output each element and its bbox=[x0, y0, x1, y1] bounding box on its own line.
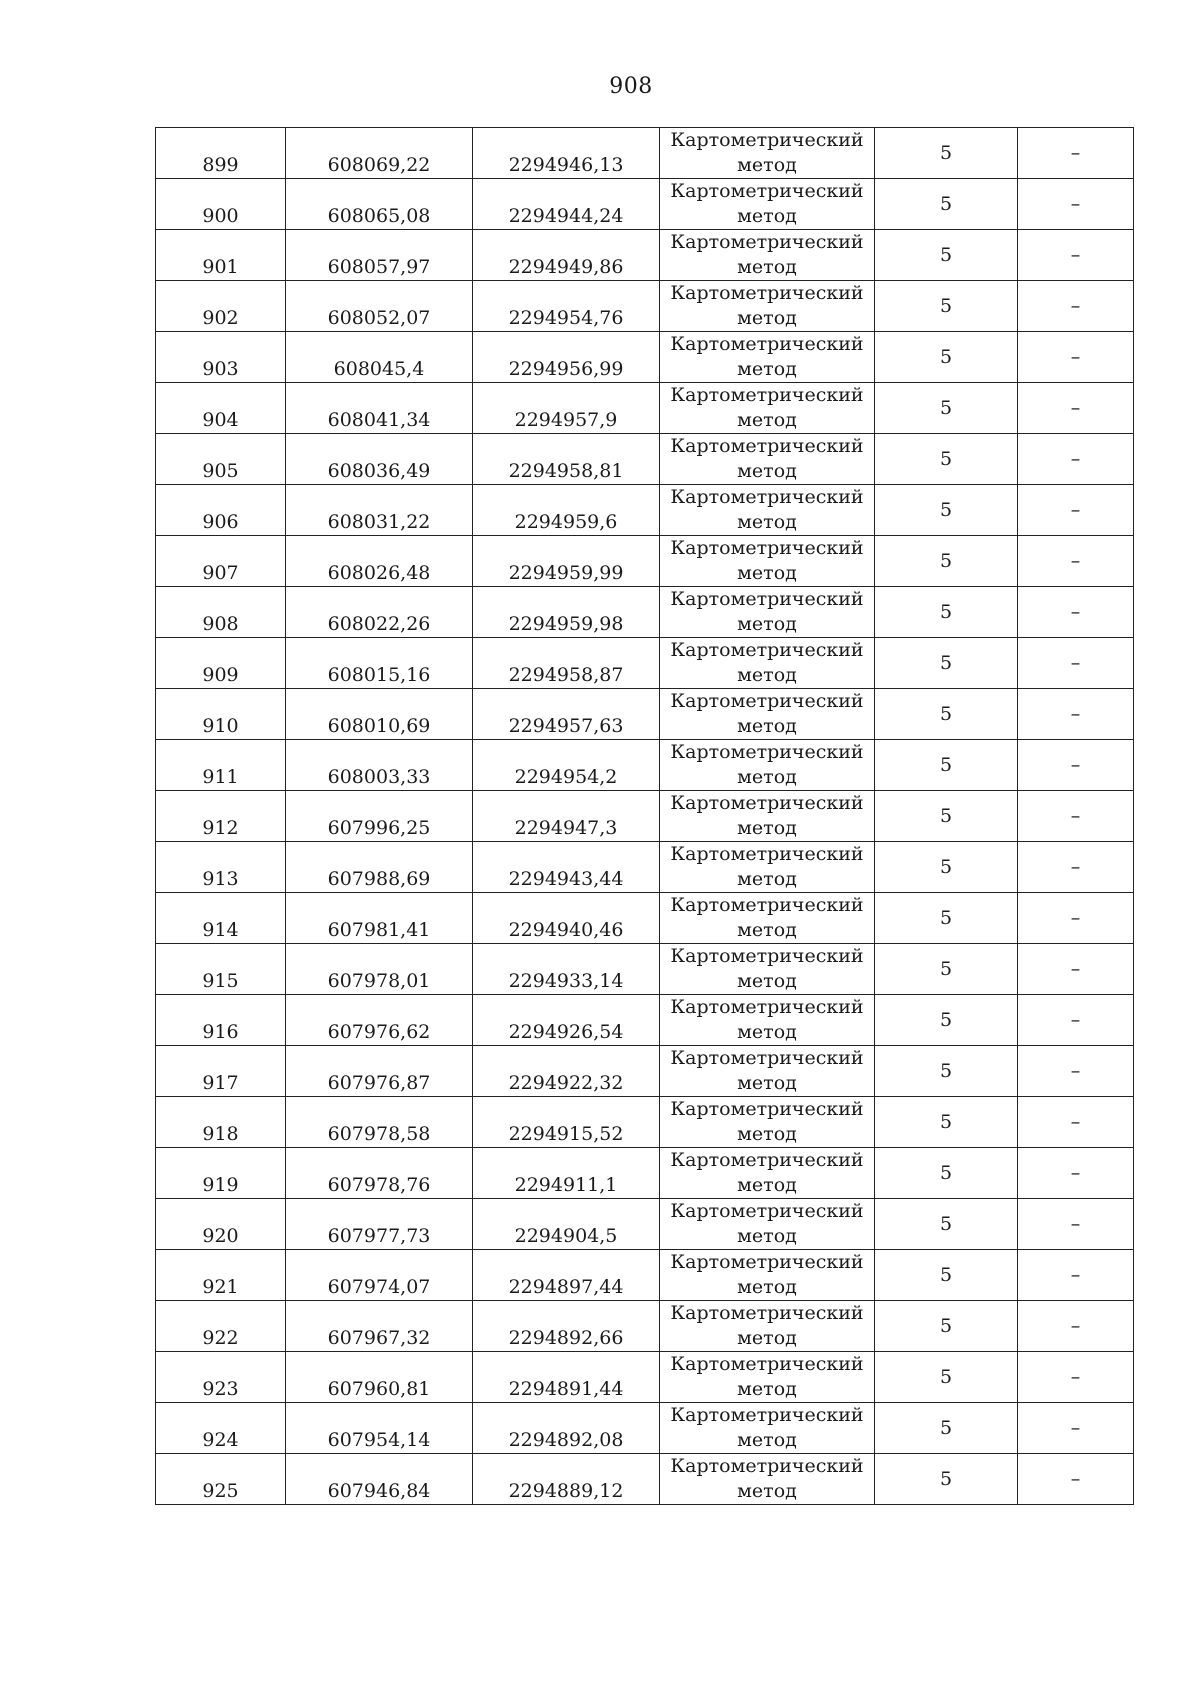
point-number-cell: 912 bbox=[156, 791, 286, 842]
point-number-cell: 915 bbox=[156, 944, 286, 995]
accuracy-cell: 5 bbox=[875, 1301, 1018, 1352]
y-coordinate-cell: 2294892,66 bbox=[473, 1301, 660, 1352]
method-cell bbox=[660, 383, 875, 434]
method-line-2: метод bbox=[737, 1072, 797, 1094]
point-number-cell: 906 bbox=[156, 485, 286, 536]
note-cell: – bbox=[1018, 638, 1134, 689]
note-cell: – bbox=[1018, 536, 1134, 587]
y-coordinate-cell: 2294959,98 bbox=[473, 587, 660, 638]
table-row bbox=[156, 383, 1134, 434]
method-cell bbox=[660, 1301, 875, 1352]
x-coordinate-cell: 608041,34 bbox=[286, 383, 473, 434]
method-line-2: метод bbox=[737, 1276, 797, 1298]
point-number-cell: 902 bbox=[156, 281, 286, 332]
table-row bbox=[156, 1454, 1134, 1505]
method-cell bbox=[660, 944, 875, 995]
accuracy-cell: 5 bbox=[875, 1046, 1018, 1097]
method-line-1: Картометрический bbox=[670, 1200, 864, 1222]
accuracy-cell: 5 bbox=[875, 1352, 1018, 1403]
method-line-2: метод bbox=[737, 409, 797, 431]
method-line-2: метод bbox=[737, 1225, 797, 1247]
method-line-2: метод bbox=[737, 766, 797, 788]
table-row bbox=[156, 842, 1134, 893]
method-line-2: метод bbox=[737, 1480, 797, 1502]
method-line-1: Картометрический bbox=[670, 1404, 864, 1426]
point-number-cell: 923 bbox=[156, 1352, 286, 1403]
page-number: 908 bbox=[609, 74, 653, 99]
table-row bbox=[156, 689, 1134, 740]
note-cell: – bbox=[1018, 689, 1134, 740]
note-cell: – bbox=[1018, 1148, 1134, 1199]
x-coordinate-cell: 608026,48 bbox=[286, 536, 473, 587]
y-coordinate-cell: 2294954,76 bbox=[473, 281, 660, 332]
method-line-2: метод bbox=[737, 511, 797, 533]
note-cell: – bbox=[1018, 1454, 1134, 1505]
accuracy-cell: 5 bbox=[875, 332, 1018, 383]
method-line-1: Картометрический bbox=[670, 945, 864, 967]
accuracy-cell: 5 bbox=[875, 179, 1018, 230]
y-coordinate-cell: 2294889,12 bbox=[473, 1454, 660, 1505]
method-cell bbox=[660, 791, 875, 842]
note-cell: – bbox=[1018, 791, 1134, 842]
x-coordinate-cell: 607967,32 bbox=[286, 1301, 473, 1352]
accuracy-cell: 5 bbox=[875, 995, 1018, 1046]
y-coordinate-cell: 2294954,2 bbox=[473, 740, 660, 791]
method-cell bbox=[660, 281, 875, 332]
note-cell: – bbox=[1018, 434, 1134, 485]
y-coordinate-cell: 2294891,44 bbox=[473, 1352, 660, 1403]
x-coordinate-cell: 607974,07 bbox=[286, 1250, 473, 1301]
x-coordinate-cell: 608031,22 bbox=[286, 485, 473, 536]
x-coordinate-cell: 608065,08 bbox=[286, 179, 473, 230]
method-cell bbox=[660, 1352, 875, 1403]
y-coordinate-cell: 2294904,5 bbox=[473, 1199, 660, 1250]
method-cell bbox=[660, 740, 875, 791]
method-line-1: Картометрический bbox=[670, 1353, 864, 1375]
x-coordinate-cell: 608010,69 bbox=[286, 689, 473, 740]
x-coordinate-cell: 607978,01 bbox=[286, 944, 473, 995]
note-cell: – bbox=[1018, 842, 1134, 893]
accuracy-cell: 5 bbox=[875, 485, 1018, 536]
table-row bbox=[156, 1046, 1134, 1097]
table-row bbox=[156, 179, 1134, 230]
note-cell: – bbox=[1018, 1250, 1134, 1301]
point-number-cell: 914 bbox=[156, 893, 286, 944]
method-cell bbox=[660, 128, 875, 179]
method-cell bbox=[660, 230, 875, 281]
accuracy-cell: 5 bbox=[875, 1403, 1018, 1454]
point-number-cell: 899 bbox=[156, 128, 286, 179]
method-line-1: Картометрический bbox=[670, 1149, 864, 1171]
method-line-2: метод bbox=[737, 715, 797, 737]
method-line-1: Картометрический bbox=[670, 690, 864, 712]
method-cell bbox=[660, 1097, 875, 1148]
x-coordinate-cell: 608052,07 bbox=[286, 281, 473, 332]
x-coordinate-cell: 608015,16 bbox=[286, 638, 473, 689]
note-cell: – bbox=[1018, 128, 1134, 179]
method-line-2: метод bbox=[737, 664, 797, 686]
method-cell bbox=[660, 995, 875, 1046]
method-line-1: Картометрический bbox=[670, 843, 864, 865]
method-cell bbox=[660, 638, 875, 689]
note-cell: – bbox=[1018, 485, 1134, 536]
note-cell: – bbox=[1018, 1352, 1134, 1403]
method-cell bbox=[660, 434, 875, 485]
method-line-1: Картометрический bbox=[670, 231, 864, 253]
x-coordinate-cell: 608022,26 bbox=[286, 587, 473, 638]
table-row bbox=[156, 1352, 1134, 1403]
coordinates-table bbox=[155, 127, 1134, 1505]
method-line-1: Картометрический bbox=[670, 1047, 864, 1069]
accuracy-cell: 5 bbox=[875, 944, 1018, 995]
method-line-1: Картометрический bbox=[670, 537, 864, 559]
note-cell: – bbox=[1018, 179, 1134, 230]
x-coordinate-cell: 607954,14 bbox=[286, 1403, 473, 1454]
method-line-2: метод bbox=[737, 970, 797, 992]
method-line-1: Картометрический bbox=[670, 996, 864, 1018]
method-cell bbox=[660, 1403, 875, 1454]
method-cell bbox=[660, 893, 875, 944]
point-number-cell: 905 bbox=[156, 434, 286, 485]
method-line-1: Картометрический bbox=[670, 282, 864, 304]
point-number-cell: 909 bbox=[156, 638, 286, 689]
y-coordinate-cell: 2294946,13 bbox=[473, 128, 660, 179]
accuracy-cell: 5 bbox=[875, 383, 1018, 434]
point-number-cell: 901 bbox=[156, 230, 286, 281]
note-cell: – bbox=[1018, 1403, 1134, 1454]
method-line-2: метод bbox=[737, 256, 797, 278]
note-cell: – bbox=[1018, 1046, 1134, 1097]
point-number-cell: 917 bbox=[156, 1046, 286, 1097]
accuracy-cell: 5 bbox=[875, 536, 1018, 587]
accuracy-cell: 5 bbox=[875, 281, 1018, 332]
method-line-1: Картометрический bbox=[670, 180, 864, 202]
method-line-2: метод bbox=[737, 1123, 797, 1145]
x-coordinate-cell: 608036,49 bbox=[286, 434, 473, 485]
point-number-cell: 913 bbox=[156, 842, 286, 893]
point-number-cell: 907 bbox=[156, 536, 286, 587]
note-cell: – bbox=[1018, 944, 1134, 995]
table-row bbox=[156, 587, 1134, 638]
method-cell bbox=[660, 1148, 875, 1199]
table-body bbox=[156, 128, 1134, 1505]
y-coordinate-cell: 2294897,44 bbox=[473, 1250, 660, 1301]
accuracy-cell: 5 bbox=[875, 791, 1018, 842]
method-line-1: Картометрический bbox=[670, 588, 864, 610]
table-row bbox=[156, 1199, 1134, 1250]
y-coordinate-cell: 2294892,08 bbox=[473, 1403, 660, 1454]
x-coordinate-cell: 607978,76 bbox=[286, 1148, 473, 1199]
method-cell bbox=[660, 587, 875, 638]
method-line-1: Картометрический bbox=[670, 1455, 864, 1477]
note-cell: – bbox=[1018, 1199, 1134, 1250]
table-row bbox=[156, 230, 1134, 281]
method-line-2: метод bbox=[737, 460, 797, 482]
note-cell: – bbox=[1018, 1301, 1134, 1352]
y-coordinate-cell: 2294922,32 bbox=[473, 1046, 660, 1097]
point-number-cell: 925 bbox=[156, 1454, 286, 1505]
method-line-2: метод bbox=[737, 1174, 797, 1196]
y-coordinate-cell: 2294959,99 bbox=[473, 536, 660, 587]
table-row bbox=[156, 332, 1134, 383]
accuracy-cell: 5 bbox=[875, 1097, 1018, 1148]
table-row bbox=[156, 281, 1134, 332]
x-coordinate-cell: 607977,73 bbox=[286, 1199, 473, 1250]
x-coordinate-cell: 607976,62 bbox=[286, 995, 473, 1046]
method-cell bbox=[660, 689, 875, 740]
accuracy-cell: 5 bbox=[875, 1199, 1018, 1250]
note-cell: – bbox=[1018, 383, 1134, 434]
table-row bbox=[156, 128, 1134, 179]
table-row bbox=[156, 740, 1134, 791]
method-line-2: метод bbox=[737, 919, 797, 941]
x-coordinate-cell: 607978,58 bbox=[286, 1097, 473, 1148]
accuracy-cell: 5 bbox=[875, 638, 1018, 689]
point-number-cell: 916 bbox=[156, 995, 286, 1046]
method-line-2: метод bbox=[737, 358, 797, 380]
method-cell bbox=[660, 332, 875, 383]
point-number-cell: 919 bbox=[156, 1148, 286, 1199]
point-number-cell: 908 bbox=[156, 587, 286, 638]
method-line-2: метод bbox=[737, 1327, 797, 1349]
method-line-1: Картометрический bbox=[670, 639, 864, 661]
method-line-2: метод bbox=[737, 1429, 797, 1451]
y-coordinate-cell: 2294933,14 bbox=[473, 944, 660, 995]
point-number-cell: 911 bbox=[156, 740, 286, 791]
y-coordinate-cell: 2294958,81 bbox=[473, 434, 660, 485]
method-line-2: метод bbox=[737, 307, 797, 329]
y-coordinate-cell: 2294949,86 bbox=[473, 230, 660, 281]
note-cell: – bbox=[1018, 332, 1134, 383]
accuracy-cell: 5 bbox=[875, 1454, 1018, 1505]
method-line-2: метод bbox=[737, 613, 797, 635]
table-row bbox=[156, 1148, 1134, 1199]
x-coordinate-cell: 607960,81 bbox=[286, 1352, 473, 1403]
point-number-cell: 921 bbox=[156, 1250, 286, 1301]
point-number-cell: 910 bbox=[156, 689, 286, 740]
method-line-1: Картометрический bbox=[670, 384, 864, 406]
table-row bbox=[156, 1250, 1134, 1301]
method-line-1: Картометрический bbox=[670, 129, 864, 151]
table-row bbox=[156, 1403, 1134, 1454]
table-row bbox=[156, 893, 1134, 944]
x-coordinate-cell: 608057,97 bbox=[286, 230, 473, 281]
table-row bbox=[156, 485, 1134, 536]
accuracy-cell: 5 bbox=[875, 842, 1018, 893]
point-number-cell: 920 bbox=[156, 1199, 286, 1250]
x-coordinate-cell: 607946,84 bbox=[286, 1454, 473, 1505]
x-coordinate-cell: 607988,69 bbox=[286, 842, 473, 893]
method-line-1: Картометрический bbox=[670, 1098, 864, 1120]
x-coordinate-cell: 607996,25 bbox=[286, 791, 473, 842]
method-line-1: Картометрический bbox=[670, 333, 864, 355]
method-line-2: метод bbox=[737, 562, 797, 584]
accuracy-cell: 5 bbox=[875, 1250, 1018, 1301]
y-coordinate-cell: 2294957,63 bbox=[473, 689, 660, 740]
accuracy-cell: 5 bbox=[875, 587, 1018, 638]
table-row bbox=[156, 944, 1134, 995]
method-cell bbox=[660, 1046, 875, 1097]
point-number-cell: 922 bbox=[156, 1301, 286, 1352]
table-row bbox=[156, 791, 1134, 842]
method-cell bbox=[660, 536, 875, 587]
point-number-cell: 924 bbox=[156, 1403, 286, 1454]
table-row bbox=[156, 995, 1134, 1046]
note-cell: – bbox=[1018, 893, 1134, 944]
method-cell bbox=[660, 1454, 875, 1505]
note-cell: – bbox=[1018, 230, 1134, 281]
method-line-1: Картометрический bbox=[670, 1251, 864, 1273]
x-coordinate-cell: 608069,22 bbox=[286, 128, 473, 179]
method-line-2: метод bbox=[737, 154, 797, 176]
accuracy-cell: 5 bbox=[875, 434, 1018, 485]
method-line-1: Картометрический bbox=[670, 792, 864, 814]
y-coordinate-cell: 2294926,54 bbox=[473, 995, 660, 1046]
method-cell bbox=[660, 1250, 875, 1301]
table-row bbox=[156, 536, 1134, 587]
y-coordinate-cell: 2294943,44 bbox=[473, 842, 660, 893]
method-line-2: метод bbox=[737, 1378, 797, 1400]
x-coordinate-cell: 608045,4 bbox=[286, 332, 473, 383]
y-coordinate-cell: 2294911,1 bbox=[473, 1148, 660, 1199]
accuracy-cell: 5 bbox=[875, 230, 1018, 281]
method-cell bbox=[660, 485, 875, 536]
method-line-1: Картометрический bbox=[670, 486, 864, 508]
accuracy-cell: 5 bbox=[875, 740, 1018, 791]
y-coordinate-cell: 2294940,46 bbox=[473, 893, 660, 944]
method-line-1: Картометрический bbox=[670, 894, 864, 916]
point-number-cell: 903 bbox=[156, 332, 286, 383]
point-number-cell: 904 bbox=[156, 383, 286, 434]
method-cell bbox=[660, 179, 875, 230]
accuracy-cell: 5 bbox=[875, 689, 1018, 740]
note-cell: – bbox=[1018, 281, 1134, 332]
method-line-2: метод bbox=[737, 817, 797, 839]
note-cell: – bbox=[1018, 1097, 1134, 1148]
x-coordinate-cell: 607976,87 bbox=[286, 1046, 473, 1097]
accuracy-cell: 5 bbox=[875, 1148, 1018, 1199]
y-coordinate-cell: 2294947,3 bbox=[473, 791, 660, 842]
method-line-1: Картометрический bbox=[670, 435, 864, 457]
method-cell bbox=[660, 842, 875, 893]
note-cell: – bbox=[1018, 995, 1134, 1046]
accuracy-cell: 5 bbox=[875, 893, 1018, 944]
method-line-2: метод bbox=[737, 868, 797, 890]
table-row bbox=[156, 1097, 1134, 1148]
method-cell bbox=[660, 1199, 875, 1250]
point-number-cell: 918 bbox=[156, 1097, 286, 1148]
note-cell: – bbox=[1018, 587, 1134, 638]
y-coordinate-cell: 2294956,99 bbox=[473, 332, 660, 383]
table-row bbox=[156, 638, 1134, 689]
y-coordinate-cell: 2294915,52 bbox=[473, 1097, 660, 1148]
method-line-1: Картометрический bbox=[670, 741, 864, 763]
note-cell: – bbox=[1018, 740, 1134, 791]
y-coordinate-cell: 2294957,9 bbox=[473, 383, 660, 434]
x-coordinate-cell: 607981,41 bbox=[286, 893, 473, 944]
accuracy-cell: 5 bbox=[875, 128, 1018, 179]
y-coordinate-cell: 2294958,87 bbox=[473, 638, 660, 689]
method-line-2: метод bbox=[737, 205, 797, 227]
table-row bbox=[156, 1301, 1134, 1352]
method-line-2: метод bbox=[737, 1021, 797, 1043]
table-row bbox=[156, 434, 1134, 485]
point-number-cell: 900 bbox=[156, 179, 286, 230]
x-coordinate-cell: 608003,33 bbox=[286, 740, 473, 791]
y-coordinate-cell: 2294944,24 bbox=[473, 179, 660, 230]
y-coordinate-cell: 2294959,6 bbox=[473, 485, 660, 536]
method-line-1: Картометрический bbox=[670, 1302, 864, 1324]
